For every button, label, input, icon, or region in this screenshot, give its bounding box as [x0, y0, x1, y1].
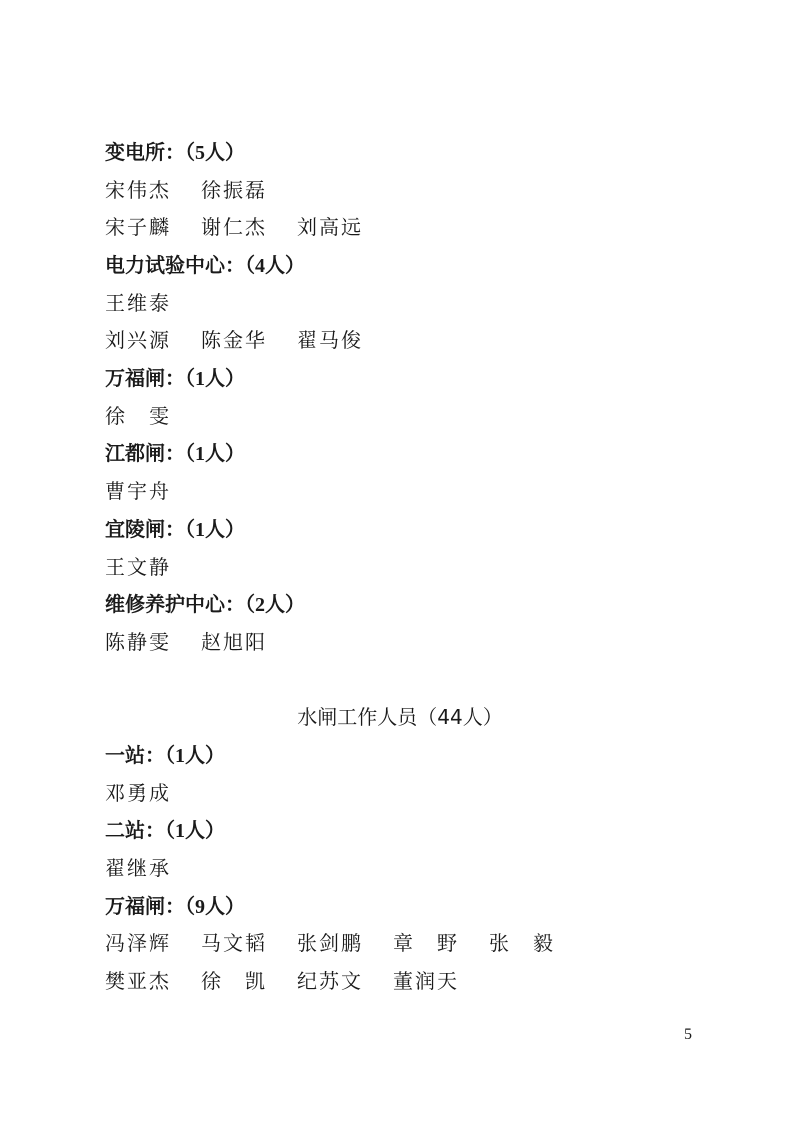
section-title: 二站： [105, 818, 165, 842]
person-name: 纪苏文 [297, 969, 363, 993]
person-name: 陈静雯 [105, 630, 171, 654]
person-name: 宋伟杰 [105, 178, 171, 202]
person-name: 张剑鹏 [297, 931, 363, 955]
person-name: 章 野 [393, 931, 459, 955]
section-count: （1人） [185, 443, 245, 465]
section-title: 万福闸： [105, 366, 185, 390]
section-count: （2人） [245, 594, 305, 616]
name-row [105, 781, 171, 805]
section-heading [105, 366, 245, 391]
section-count: （1人） [185, 368, 245, 390]
name-row [105, 856, 171, 880]
section-count: （1人） [165, 820, 225, 842]
section-title: 电力试验中心： [105, 253, 245, 277]
name-row [105, 555, 171, 579]
name-row [105, 630, 267, 654]
name-row [105, 931, 555, 955]
person-name: 冯泽辉 [105, 931, 171, 955]
section-count: （1人） [165, 745, 225, 767]
section-heading [105, 818, 225, 843]
person-name: 马文韬 [201, 931, 267, 955]
person-name: 曹宇舟 [105, 479, 171, 503]
person-name: 王维泰 [105, 291, 171, 315]
section-count: （5人） [185, 142, 245, 164]
section-heading [105, 592, 305, 617]
person-name: 刘高远 [297, 215, 363, 239]
person-name: 谢仁杰 [201, 215, 267, 239]
section-title: 宜陵闸： [105, 517, 185, 541]
subtitle: 水闸工作人员（44人） [297, 705, 503, 729]
name-row [105, 215, 363, 239]
page-number: 5 [684, 1026, 692, 1043]
section-heading [105, 253, 305, 278]
person-name: 张 毅 [489, 931, 555, 955]
person-name: 赵旭阳 [201, 630, 267, 654]
section-count: （9人） [185, 896, 245, 918]
person-name: 翟马俊 [297, 328, 363, 352]
name-row [105, 479, 171, 503]
person-name: 徐振磊 [201, 178, 267, 202]
person-name: 翟继承 [105, 856, 171, 880]
section-title: 变电所： [105, 140, 185, 164]
section-heading [105, 140, 245, 165]
section-heading [105, 894, 245, 919]
person-name: 陈金华 [201, 328, 267, 352]
person-name: 邓勇成 [105, 781, 171, 805]
person-name: 樊亚杰 [105, 969, 171, 993]
section-count: （1人） [185, 519, 245, 541]
name-row [105, 328, 363, 352]
name-row [105, 291, 171, 315]
section-count: （4人） [245, 255, 305, 277]
person-name: 徐 雯 [105, 404, 171, 428]
section-title: 万福闸： [105, 894, 185, 918]
section-title: 江都闸： [105, 441, 185, 465]
name-row [105, 178, 267, 202]
name-row [105, 969, 459, 993]
section-title: 一站： [105, 743, 165, 767]
name-row [105, 404, 171, 428]
section-title: 维修养护中心： [105, 592, 245, 616]
person-name: 宋子麟 [105, 215, 171, 239]
section-heading [105, 441, 245, 466]
section-heading [105, 743, 225, 768]
person-name: 刘兴源 [105, 328, 171, 352]
person-name: 董润天 [393, 969, 459, 993]
section-heading [105, 517, 245, 542]
person-name: 徐 凯 [201, 969, 267, 993]
person-name: 王文静 [105, 555, 171, 579]
